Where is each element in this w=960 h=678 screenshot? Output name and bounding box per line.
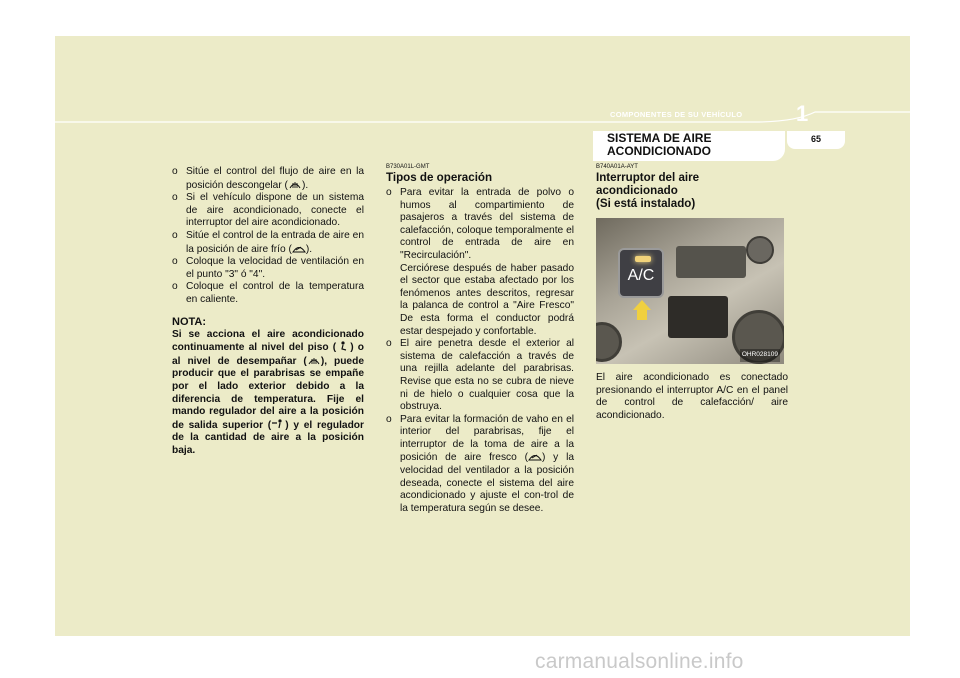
column-2 — [386, 163, 574, 515]
reference-code: B740A01A-AYT — [596, 164, 638, 170]
page-number-tab — [787, 131, 845, 149]
reference-code: B730A01L-GMT — [386, 164, 430, 170]
column-3 — [596, 163, 788, 422]
list-item: o Para evitar la entrada de polvo o humos al compartimiento de pasajeros a través del sistema de calefacción, coloque temporalmente el control de entrada de aire en "Recirculación". — [386, 187, 574, 261]
header-curve — [55, 108, 910, 126]
defrost-icon — [288, 179, 302, 190]
note-heading: NOTA: — [172, 315, 207, 328]
section-label: COMPONENTES DE SU VEHÍCULO — [610, 110, 743, 119]
page-number: 65 — [810, 134, 821, 144]
ac-button — [618, 248, 664, 298]
storage-slot — [668, 296, 728, 338]
list-item: o Sitúe el control del flujo de aire en la posición descongelar ( ). — [172, 166, 364, 191]
body-text: El aire acondicionado es conectado presionando el interruptor A/C en el panel de control de calefacción/ aire acondicionado. — [596, 372, 788, 421]
list-item: o Coloque el control de la temperatura en caliente. — [172, 281, 364, 305]
section-heading: Tipos de operación — [386, 171, 493, 184]
ac-button-label: A/C — [627, 267, 655, 284]
list-item: o Si el vehículo dispone de un sistema de aire acondicionado, conecte el interruptor del aire acondicionado. — [172, 192, 364, 229]
section-heading: Interruptor del aire acondicionado (Si está instalado) — [596, 171, 700, 210]
control-knob — [746, 236, 774, 264]
ac-button-photo — [596, 218, 784, 364]
indicator-light — [635, 256, 651, 262]
pointer-arrow-stem — [637, 310, 647, 320]
watermark: carmanualsonline.info — [535, 650, 744, 673]
fresh-air-icon — [528, 451, 542, 462]
floor-vent-icon — [336, 341, 350, 352]
upper-vent-icon — [271, 419, 285, 430]
air-vent — [596, 322, 622, 362]
list-item: Cerciórese después de haber pasado el sector que estaba afectado por los fenómenos antes descritos, regresar la palanca de control a "Aire Fresco" De esta forma el conductor podrá estar despejado y confortable. — [400, 262, 574, 337]
photo-code: OHR028109 — [740, 349, 780, 362]
section-title: SISTEMA DE AIRE ACONDICIONADO — [607, 131, 712, 158]
column-1 — [172, 166, 364, 457]
list-item: o Sitúe el control de la entrada de aire en la posición de aire frío ( ). — [172, 229, 364, 255]
pointer-arrow-icon — [633, 300, 651, 310]
list-item: o Coloque la velocidad de ventilación en el punto "3" ó "4". — [172, 256, 364, 280]
list-item: o El aire penetra desde el exterior al sistema de calefacción a través de una rejilla adelante del parabrisas. Revise que esta no se cubra de nieve ni de hielo o cualquier cosa que la obstruya. — [386, 338, 574, 413]
chapter-number: 1 — [796, 101, 809, 126]
radio-unit — [676, 246, 746, 278]
defrost-icon — [307, 355, 321, 366]
note-text: Si se acciona el aire acondicionado continuamente al nivel del piso ( ) o al nivel de desempañar ( ), puede producir que el parabrisas se empañe por el lado exterior debido a la diferencia de temperatura. Fije el mando regulador del aire a la posición de salida superior ( ) y el regulador de la cantidad de aire a la posición baja. — [172, 328, 364, 456]
section-title-tab — [593, 131, 785, 161]
fresh-air-icon — [292, 243, 306, 254]
list-item: o Para evitar la formación de vaho en el interior del parabrisas, fije el interruptor de la toma de aire a la posición de aire fresco ( ) y la velocidad del ventilador a la posición deseada, conecte el sistema del aire acondicionado y ajuste el con-trol de la temperatura según se desee. — [386, 413, 574, 514]
